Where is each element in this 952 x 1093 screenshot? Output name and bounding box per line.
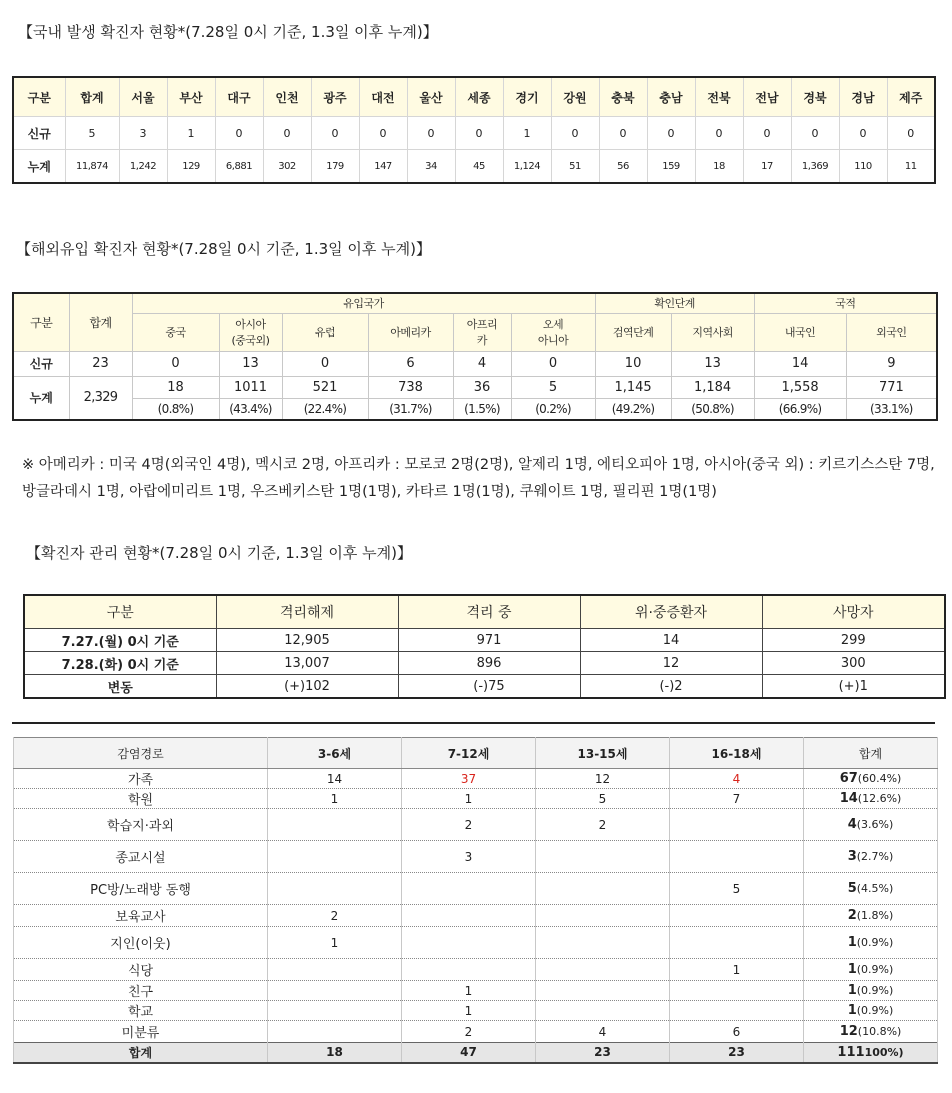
divider bbox=[12, 722, 935, 724]
total-cell bbox=[804, 789, 938, 809]
table-cell bbox=[670, 927, 804, 959]
table-cell: 1 bbox=[167, 117, 215, 150]
table-cell: 18 bbox=[132, 376, 219, 398]
table-cell: 47 bbox=[402, 1043, 536, 1063]
table-row bbox=[24, 652, 945, 675]
header-cell: 전북 bbox=[695, 77, 743, 117]
table-cell: 0 bbox=[887, 117, 935, 150]
sum-row bbox=[14, 1043, 938, 1063]
table-cell bbox=[268, 959, 402, 981]
table-cell: 13,007 bbox=[216, 652, 398, 675]
row-label: 지인(이웃) bbox=[14, 927, 268, 959]
row-label: 종교시설 bbox=[14, 841, 268, 873]
header-cell: 합계 bbox=[65, 77, 119, 117]
table-row bbox=[14, 841, 938, 873]
table-cell: 299 bbox=[762, 629, 945, 652]
table-cell: 11,874 bbox=[65, 150, 119, 184]
domestic-cases-table bbox=[12, 76, 936, 184]
table-cell: 1,242 bbox=[119, 150, 167, 184]
table-cell bbox=[670, 981, 804, 1001]
header-cell: 서울 bbox=[119, 77, 167, 117]
table-cell: 2,329 bbox=[69, 376, 132, 420]
table-cell: 129 bbox=[167, 150, 215, 184]
table-cell bbox=[536, 981, 670, 1001]
table-cell: 14 bbox=[754, 351, 846, 376]
total-percent: (10.8%) bbox=[857, 1025, 902, 1038]
table-cell bbox=[536, 927, 670, 959]
header-cell: 3-6세 bbox=[268, 738, 402, 769]
table-row bbox=[14, 905, 938, 927]
table-row bbox=[14, 959, 938, 981]
table-cell: 4 bbox=[453, 351, 511, 376]
infection-route-table bbox=[13, 737, 938, 1064]
table-cell: 0 bbox=[132, 351, 219, 376]
footnote: ※ 아메리카 : 미국 4명(외국인 4명), 멕시코 2명, 아프리카 : 모로코 2명(2명), 알제리 1명, 에티오피아 1명, 아시아(중국 외) : 키르기스스탄 7명, 방글라데시 1명, 아랍에미리트 1명, 우즈베키스탄 1명(1명), 카타르 1명(1명), 쿠웨이트 1명, 필리핀 1명(1명) bbox=[22, 457, 935, 500]
table-cell: 0 bbox=[359, 117, 407, 150]
row-label: 신규 bbox=[13, 117, 65, 150]
header-cell: 아프리 카 bbox=[453, 313, 511, 351]
table-row bbox=[14, 769, 938, 789]
header-cell: 아시아 (중국외) bbox=[219, 313, 282, 351]
total-value: 12 bbox=[839, 1024, 858, 1039]
table-row bbox=[14, 981, 938, 1001]
total-percent: (0.9%) bbox=[856, 1004, 894, 1017]
table-cell: (+)1 bbox=[762, 675, 945, 699]
group-header: 확인단계 bbox=[595, 293, 754, 313]
group-header: 유입국가 bbox=[132, 293, 595, 313]
table-cell: 896 bbox=[398, 652, 580, 675]
table-cell: 1,184 bbox=[671, 376, 754, 398]
table-cell: (-)75 bbox=[398, 675, 580, 699]
table-cell: 13 bbox=[219, 351, 282, 376]
table-cell bbox=[268, 981, 402, 1001]
table-cell-highlight: 37 bbox=[402, 769, 536, 789]
row-label: 신규 bbox=[13, 351, 69, 376]
table-cell: 1,558 bbox=[754, 376, 846, 398]
table-row bbox=[14, 1001, 938, 1021]
row-label: 누계 bbox=[13, 376, 69, 420]
total-percent: (12.6%) bbox=[857, 792, 902, 805]
percent-cell: (49.2%) bbox=[595, 398, 671, 420]
total-cell bbox=[804, 981, 938, 1001]
table-row bbox=[13, 150, 935, 184]
header-cell: 합계 bbox=[804, 738, 938, 769]
total-cell bbox=[804, 1021, 938, 1043]
header-cell: 충북 bbox=[599, 77, 647, 117]
header-cell: 외국인 bbox=[846, 313, 937, 351]
table-cell: 5 bbox=[65, 117, 119, 150]
header-cell: 지역사회 bbox=[671, 313, 754, 351]
table-cell: 13 bbox=[671, 351, 754, 376]
table-cell: 1011 bbox=[219, 376, 282, 398]
group-header: 국적 bbox=[754, 293, 937, 313]
table-cell bbox=[536, 1001, 670, 1021]
row-label: 7.28.(화) 0시 기준 bbox=[24, 652, 216, 675]
header-cell: 중국 bbox=[132, 313, 219, 351]
row-label: 학습지·과외 bbox=[14, 809, 268, 841]
table-cell: 1 bbox=[402, 981, 536, 1001]
row-label: 가족 bbox=[14, 769, 268, 789]
percent-cell: (0.2%) bbox=[511, 398, 595, 420]
row-label: 학교 bbox=[14, 1001, 268, 1021]
table-cell: 0 bbox=[599, 117, 647, 150]
table-cell: 302 bbox=[263, 150, 311, 184]
header-cell: 세종 bbox=[455, 77, 503, 117]
table-cell bbox=[536, 905, 670, 927]
total-cell bbox=[804, 1001, 938, 1021]
header-cell: 대전 bbox=[359, 77, 407, 117]
table-cell: 0 bbox=[263, 117, 311, 150]
table-cell: 12 bbox=[536, 769, 670, 789]
total-value: 3 bbox=[847, 849, 857, 864]
table-cell: (+)102 bbox=[216, 675, 398, 699]
table-cell: 0 bbox=[791, 117, 839, 150]
percent-cell: (1.5%) bbox=[453, 398, 511, 420]
table-cell: 0 bbox=[215, 117, 263, 150]
header-row bbox=[24, 595, 945, 629]
header-cell: 격리해제 bbox=[216, 595, 398, 629]
table-cell: 971 bbox=[398, 629, 580, 652]
table-cell: 18 bbox=[695, 150, 743, 184]
sub-header-row bbox=[13, 313, 937, 351]
table-cell: 521 bbox=[282, 376, 368, 398]
percent-cell: (0.8%) bbox=[132, 398, 219, 420]
row-label: 친구 bbox=[14, 981, 268, 1001]
total-percent: (0.9%) bbox=[856, 936, 894, 949]
table-cell: 1 bbox=[402, 789, 536, 809]
total-cell bbox=[804, 959, 938, 981]
table-cell: 14 bbox=[580, 629, 762, 652]
case-management-table bbox=[23, 594, 946, 699]
total-value: 1 bbox=[847, 962, 857, 977]
header-cell: 감염경로 bbox=[14, 738, 268, 769]
header-cell: 대구 bbox=[215, 77, 263, 117]
total-value: 111 bbox=[837, 1044, 865, 1060]
table-cell: 2 bbox=[402, 1021, 536, 1043]
table-cell bbox=[670, 841, 804, 873]
header-cell: 경기 bbox=[503, 77, 551, 117]
total-percent: (2.7%) bbox=[856, 850, 894, 863]
table-cell: 0 bbox=[551, 117, 599, 150]
total-percent: (4.5%) bbox=[856, 882, 894, 895]
table-cell: 2 bbox=[536, 809, 670, 841]
header-cell: 충남 bbox=[647, 77, 695, 117]
table-cell: 23 bbox=[536, 1043, 670, 1063]
total-cell bbox=[804, 769, 938, 789]
row-label: 변동 bbox=[24, 675, 216, 699]
percent-cell: (31.7%) bbox=[368, 398, 453, 420]
table-cell: 771 bbox=[846, 376, 937, 398]
row-label: 누계 bbox=[13, 150, 65, 184]
total-value: 5 bbox=[847, 881, 857, 896]
total-percent: (60.4%) bbox=[857, 772, 902, 785]
table-cell: 34 bbox=[407, 150, 455, 184]
table-cell bbox=[670, 905, 804, 927]
table-cell: 23 bbox=[670, 1043, 804, 1063]
header-cell: 제주 bbox=[887, 77, 935, 117]
table-cell: 1 bbox=[402, 1001, 536, 1021]
table-cell: 4 bbox=[536, 1021, 670, 1043]
header-cell: 격리 중 bbox=[398, 595, 580, 629]
total-value: 1 bbox=[847, 935, 857, 950]
table-row bbox=[14, 873, 938, 905]
table-row bbox=[14, 927, 938, 959]
header-cell: 검역단계 bbox=[595, 313, 671, 351]
table-cell: 0 bbox=[311, 117, 359, 150]
table-row bbox=[14, 809, 938, 841]
table-row bbox=[13, 351, 937, 376]
table-cell: 0 bbox=[455, 117, 503, 150]
table-cell: (-)2 bbox=[580, 675, 762, 699]
total-cell bbox=[804, 1043, 938, 1063]
total-value: 2 bbox=[847, 908, 857, 923]
table-cell: 5 bbox=[511, 376, 595, 398]
table-row bbox=[13, 376, 937, 398]
percent-cell: (22.4%) bbox=[282, 398, 368, 420]
header-cell: 강원 bbox=[551, 77, 599, 117]
total-cell bbox=[804, 927, 938, 959]
table-cell: 2 bbox=[268, 905, 402, 927]
header-cell: 7-12세 bbox=[402, 738, 536, 769]
table-cell: 11 bbox=[887, 150, 935, 184]
table-cell bbox=[536, 959, 670, 981]
header-cell: 경북 bbox=[791, 77, 839, 117]
table-cell: 0 bbox=[743, 117, 791, 150]
table-cell: 5 bbox=[536, 789, 670, 809]
table-cell bbox=[402, 959, 536, 981]
percent-cell: (33.1%) bbox=[846, 398, 937, 420]
table-cell bbox=[670, 809, 804, 841]
table-cell: 1,124 bbox=[503, 150, 551, 184]
table-cell: 6 bbox=[670, 1021, 804, 1043]
total-percent: 100%) bbox=[864, 1045, 904, 1059]
table-cell: 159 bbox=[647, 150, 695, 184]
total-cell bbox=[804, 873, 938, 905]
table-cell: 1 bbox=[503, 117, 551, 150]
table-cell: 738 bbox=[368, 376, 453, 398]
total-percent: (0.9%) bbox=[856, 984, 894, 997]
percent-cell: (50.8%) bbox=[671, 398, 754, 420]
table-cell: 6 bbox=[368, 351, 453, 376]
table-cell: 6,881 bbox=[215, 150, 263, 184]
header-cell: 울산 bbox=[407, 77, 455, 117]
header-cell: 부산 bbox=[167, 77, 215, 117]
table-cell: 12,905 bbox=[216, 629, 398, 652]
total-value: 1 bbox=[847, 1003, 857, 1018]
row-label: 식당 bbox=[14, 959, 268, 981]
table-cell: 56 bbox=[599, 150, 647, 184]
table-row bbox=[24, 629, 945, 652]
row-label: 미분류 bbox=[14, 1021, 268, 1043]
table-cell: 9 bbox=[846, 351, 937, 376]
table-cell bbox=[402, 905, 536, 927]
table-cell: 0 bbox=[511, 351, 595, 376]
table-cell bbox=[268, 873, 402, 905]
header-cell: 아메리카 bbox=[368, 313, 453, 351]
table-cell: 147 bbox=[359, 150, 407, 184]
header-cell: 16-18세 bbox=[670, 738, 804, 769]
table-cell: 0 bbox=[695, 117, 743, 150]
table-cell: 17 bbox=[743, 150, 791, 184]
table-cell bbox=[268, 841, 402, 873]
table-cell bbox=[536, 873, 670, 905]
table-cell: 23 bbox=[69, 351, 132, 376]
total-cell bbox=[804, 809, 938, 841]
table-cell: 3 bbox=[402, 841, 536, 873]
total-value: 4 bbox=[847, 817, 857, 832]
table-cell bbox=[268, 809, 402, 841]
total-value: 67 bbox=[839, 771, 858, 786]
row-label: 학원 bbox=[14, 789, 268, 809]
table-cell: 51 bbox=[551, 150, 599, 184]
percent-cell: (43.4%) bbox=[219, 398, 282, 420]
total-percent: (3.6%) bbox=[856, 818, 894, 831]
table-row bbox=[14, 1021, 938, 1043]
table-cell: 18 bbox=[268, 1043, 402, 1063]
table-row bbox=[14, 789, 938, 809]
total-percent: (0.9%) bbox=[856, 963, 894, 976]
table-row bbox=[24, 675, 945, 699]
header-cell: 유럽 bbox=[282, 313, 368, 351]
table-cell: 36 bbox=[453, 376, 511, 398]
table-cell: 1 bbox=[268, 927, 402, 959]
table-cell-highlight: 4 bbox=[670, 769, 804, 789]
table-cell: 3 bbox=[119, 117, 167, 150]
header-cell: 13-15세 bbox=[536, 738, 670, 769]
table-cell: 0 bbox=[647, 117, 695, 150]
table-cell: 0 bbox=[282, 351, 368, 376]
table-cell: 110 bbox=[839, 150, 887, 184]
table-cell bbox=[402, 927, 536, 959]
total-value: 1 bbox=[847, 983, 857, 998]
table-cell: 7 bbox=[670, 789, 804, 809]
table-cell: 1 bbox=[670, 959, 804, 981]
row-label: 보육교사 bbox=[14, 905, 268, 927]
group-header-row bbox=[13, 293, 937, 313]
table-cell bbox=[402, 873, 536, 905]
header-cell: 오세 아니아 bbox=[511, 313, 595, 351]
total-cell bbox=[804, 905, 938, 927]
header-cell: 경남 bbox=[839, 77, 887, 117]
management-section-title: 【확진자 관리 현황*(7.28일 0시 기준, 1.3일 이후 누계)】 bbox=[26, 544, 412, 562]
total-value: 14 bbox=[839, 791, 858, 806]
table-cell: 1,369 bbox=[791, 150, 839, 184]
header-cell: 합계 bbox=[69, 293, 132, 351]
table-row bbox=[13, 117, 935, 150]
table-cell: 179 bbox=[311, 150, 359, 184]
domestic-section-title: 【국내 발생 확진자 현황*(7.28일 0시 기준, 1.3일 이후 누계)】 bbox=[18, 23, 438, 41]
header-cell: 내국인 bbox=[754, 313, 846, 351]
percent-cell: (66.9%) bbox=[754, 398, 846, 420]
table-cell bbox=[670, 1001, 804, 1021]
table-cell bbox=[536, 841, 670, 873]
table-cell bbox=[268, 1021, 402, 1043]
header-cell: 구분 bbox=[13, 77, 65, 117]
table-cell: 14 bbox=[268, 769, 402, 789]
total-cell bbox=[804, 841, 938, 873]
header-cell: 구분 bbox=[24, 595, 216, 629]
table-cell: 2 bbox=[402, 809, 536, 841]
header-cell: 인천 bbox=[263, 77, 311, 117]
table-cell: 1,145 bbox=[595, 376, 671, 398]
table-cell: 12 bbox=[580, 652, 762, 675]
overseas-cases-table bbox=[12, 292, 938, 421]
table-row bbox=[13, 398, 937, 420]
header-cell: 전남 bbox=[743, 77, 791, 117]
table-cell: 0 bbox=[839, 117, 887, 150]
header-cell: 사망자 bbox=[762, 595, 945, 629]
table-cell: 300 bbox=[762, 652, 945, 675]
header-row bbox=[14, 738, 938, 769]
table-cell: 5 bbox=[670, 873, 804, 905]
total-percent: (1.8%) bbox=[856, 909, 894, 922]
header-cell: 위·중증환자 bbox=[580, 595, 762, 629]
table-cell: 0 bbox=[407, 117, 455, 150]
header-row bbox=[13, 77, 935, 117]
table-cell: 1 bbox=[268, 789, 402, 809]
header-cell: 구분 bbox=[13, 293, 69, 351]
row-label: 합계 bbox=[14, 1043, 268, 1063]
header-cell: 광주 bbox=[311, 77, 359, 117]
overseas-section-title: 【해외유입 확진자 현황*(7.28일 0시 기준, 1.3일 이후 누계)】 bbox=[16, 240, 431, 258]
table-cell: 10 bbox=[595, 351, 671, 376]
table-cell bbox=[268, 1001, 402, 1021]
table-cell: 45 bbox=[455, 150, 503, 184]
row-label: PC방/노래방 동행 bbox=[14, 873, 268, 905]
row-label: 7.27.(월) 0시 기준 bbox=[24, 629, 216, 652]
